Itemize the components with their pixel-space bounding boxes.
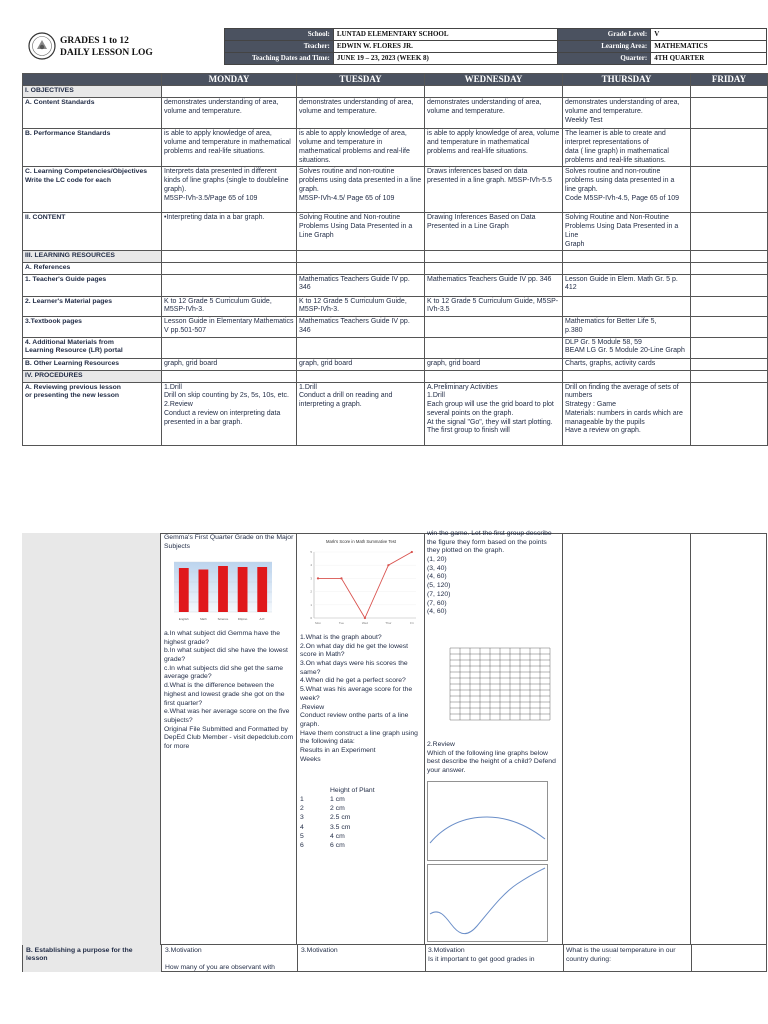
row-cell-tuesday: Mathematics Teachers Guide IV pp. 346	[297, 274, 425, 296]
info-label: Teaching Dates and Time:	[225, 53, 334, 65]
row-cell-wednesday: Draws inferences based on data presented in a line graph. M5SP-IVh-5.5	[425, 167, 563, 213]
bar	[218, 566, 228, 612]
y-tick-label: 3	[310, 576, 312, 581]
x-tick-label: Thur	[385, 621, 392, 625]
data-point	[364, 617, 366, 619]
row-cell-thursday	[563, 370, 691, 382]
row-cell-monday: is able to apply knowledge of area, volume and temperature in mathematical problems and real-life situations.	[162, 129, 297, 167]
plant-table-row	[300, 814, 420, 823]
school-info-table	[224, 28, 767, 65]
row-cell-friday	[691, 86, 768, 98]
plant-table-row	[300, 805, 420, 814]
y-tick-label: 4	[310, 563, 312, 568]
corner-cell	[23, 74, 162, 86]
row-cell-friday	[691, 129, 768, 167]
row-cell-friday	[691, 358, 768, 370]
row-cell-tuesday: K to 12 Grade 5 Curriculum Guide, M5SP-IVh-3.	[297, 296, 425, 317]
purpose-monday: 3.Motivation How many of you are observant with	[165, 947, 275, 972]
wednesday-continued-text: win the game. Let the first group describe the figure they form based on the points they plotted on the graph. (1, 20) (3, 40) (4, 60) (5, 120) (7, 120) (7, 60) (4, 60)	[427, 530, 552, 616]
info-value: JUNE 19 – 23, 2023 (WEEK 8)	[333, 53, 558, 65]
bar	[238, 567, 248, 612]
row-cell-wednesday	[425, 251, 563, 263]
row-cell-monday: Lesson Guide in Elementary Mathematics V pp.501-507	[162, 317, 297, 338]
row-cell-friday	[691, 263, 768, 274]
day-header-monday: MONDAY	[162, 74, 297, 86]
info-row	[225, 41, 767, 53]
day-header-thursday: THURSDAY	[563, 74, 691, 86]
row-cell-wednesday: graph, grid board	[425, 358, 563, 370]
info-label: Quarter:	[558, 53, 651, 65]
info-row	[225, 29, 767, 41]
plant-height: 2 cm	[330, 805, 345, 813]
row-cell-friday	[691, 382, 768, 445]
row-cell-thursday	[563, 251, 691, 263]
row-label: I. OBJECTIVES	[23, 86, 162, 98]
tuesday-questions: 1.What is the graph about? 2.On what day did he get the lowest score in Math? 3.On what days were his scores the same? 4.When did he get a perfect score? 5.What was his average score for the week? .Review Conduct review onthe parts of a line graph. Have them construct a line graph using the following data: Results in an Experiment Weeks	[300, 634, 418, 763]
row-cell-friday	[691, 317, 768, 338]
lesson-log-page-1	[0, 0, 768, 485]
row-label: II. CONTENT	[23, 213, 162, 251]
row-cell-thursday: demonstrates understanding of area, volume and temperature. Weekly Test	[563, 98, 691, 129]
row-cell-monday	[162, 251, 297, 263]
plant-height: 4 cm	[330, 832, 345, 840]
info-value: 4TH QUARTER	[651, 53, 767, 65]
row-cell-monday: graph, grid board	[162, 358, 297, 370]
info-row	[225, 53, 767, 65]
x-tick-label: Tue	[338, 621, 344, 625]
lesson-log-page-2	[0, 528, 768, 988]
row-label: B. Performance Standards	[23, 129, 162, 167]
info-value: MATHEMATICS	[651, 41, 767, 53]
document-header	[22, 28, 767, 64]
lesson-row	[23, 251, 768, 263]
day-header-friday: FRIDAY	[691, 74, 768, 86]
row-label: IV. PROCEDURES	[23, 370, 162, 382]
x-tick-label: Filipino	[237, 617, 248, 621]
growth-graph-option-b	[427, 864, 548, 942]
info-value: V	[651, 29, 767, 41]
purpose-thursday: What is the usual temperature in our country during:	[566, 947, 676, 963]
row-cell-friday	[691, 98, 768, 129]
lesson-row	[23, 167, 768, 213]
y-tick-label: 1	[310, 602, 312, 607]
row-cell-thursday: The learner is able to create and interpret representations of data ( line graph) in mathematical problems and real-life situations.	[563, 129, 691, 167]
row-cell-wednesday	[425, 86, 563, 98]
data-point	[411, 551, 413, 553]
lesson-row	[23, 337, 768, 358]
x-tick-label: A.P.	[259, 617, 265, 621]
row-cell-tuesday	[297, 251, 425, 263]
wednesday-review: 2.Review Which of the following line graphs below best describe the height of a child? Defend your answer.	[427, 741, 556, 775]
purpose-tuesday: 3.Motivation	[301, 947, 338, 954]
purpose-label: B. Establishing a purpose for the lesson	[23, 945, 162, 972]
row-cell-tuesday: graph, grid board	[297, 358, 425, 370]
procedure-label-column	[22, 533, 161, 945]
wednesday-grid-board	[428, 646, 556, 732]
info-value: LUNTAD ELEMENTARY SCHOOL	[333, 29, 558, 41]
deped-seal-icon	[28, 32, 56, 60]
row-cell-friday	[691, 370, 768, 382]
row-cell-friday	[691, 274, 768, 296]
bar	[179, 568, 189, 612]
row-cell-friday	[691, 167, 768, 213]
data-point	[387, 564, 389, 566]
plant-height: 3.5 cm	[330, 823, 351, 831]
lesson-row	[23, 263, 768, 274]
row-cell-tuesday: Solving Routine and Non-routine Problems Using Data Presented in a Line Graph	[297, 213, 425, 251]
row-cell-wednesday: Drawing Inferences Based on Data Presented in a Line Graph	[425, 213, 563, 251]
y-tick-label: 5	[310, 550, 312, 554]
plant-week: 1	[300, 796, 304, 803]
info-label: Learning Area:	[558, 41, 651, 53]
row-label: 1. Teacher's Guide pages	[23, 274, 162, 296]
lesson-row	[23, 382, 768, 445]
row-cell-wednesday: demonstrates understanding of area, volume and temperature.	[425, 98, 563, 129]
row-cell-thursday: Mathematics for Better Life 5, p.380	[563, 317, 691, 338]
x-tick-label: Science	[217, 617, 229, 621]
row-cell-tuesday	[297, 86, 425, 98]
row-cell-tuesday	[297, 337, 425, 358]
line-chart-title: Mark's Score in Math Summative Test	[325, 539, 397, 544]
row-cell-tuesday: demonstrates understanding of area, volume and temperature.	[297, 98, 425, 129]
row-cell-friday	[691, 213, 768, 251]
row-cell-thursday: Lesson Guide in Elem. Math Gr. 5 p. 412	[563, 274, 691, 296]
data-point	[340, 577, 342, 579]
plant-week: 2	[300, 805, 304, 813]
plant-table-row	[300, 842, 420, 851]
plant-table-row	[300, 796, 420, 805]
row-label: III. LEARNING RESOURCES	[23, 251, 162, 263]
y-tick-label: 2	[310, 589, 312, 594]
growth-graph-option-a	[427, 781, 548, 861]
row-cell-thursday: DLP Gr. 5 Module 58, 59 BEAM LG Gr. 5 Module 20-Line Graph	[563, 337, 691, 358]
plant-height: 6 cm	[330, 841, 345, 849]
row-cell-tuesday	[297, 263, 425, 274]
row-cell-monday	[162, 337, 297, 358]
lesson-log-table	[22, 73, 768, 446]
lesson-row	[23, 86, 768, 98]
plant-week: 3	[300, 814, 304, 822]
day-header-wednesday: WEDNESDAY	[425, 74, 563, 86]
row-cell-friday	[691, 296, 768, 317]
x-tick-label: Fri	[410, 621, 414, 625]
lesson-row	[23, 370, 768, 382]
row-cell-thursday: Drill on finding the average of sets of numbers Strategy : Game Materials: numbers in cards which are manageable by the pupils Have a review on graph.	[563, 382, 691, 445]
x-tick-label: Math	[200, 617, 207, 621]
plant-week: 5	[300, 832, 304, 840]
lesson-row	[23, 274, 768, 296]
purpose-row	[22, 945, 767, 972]
row-cell-monday	[162, 263, 297, 274]
row-label: C. Learning Competencies/Objectives Write the LC code for each	[23, 167, 162, 213]
row-label: 4. Additional Materials from Learning Resource (LR) portal	[23, 337, 162, 358]
info-label: School:	[225, 29, 334, 41]
row-cell-thursday	[563, 296, 691, 317]
row-cell-wednesday	[425, 317, 563, 338]
lesson-row	[23, 213, 768, 251]
row-cell-tuesday: is able to apply knowledge of area, volume and temperature in mathematical problems and real-life situations.	[297, 129, 425, 167]
row-cell-wednesday	[425, 263, 563, 274]
row-cell-monday: K to 12 Grade 5 Curriculum Guide, M5SP-IVh-3.	[162, 296, 297, 317]
plant-week: 6	[300, 841, 304, 849]
x-tick-label: Wed	[361, 621, 368, 625]
row-cell-monday	[162, 86, 297, 98]
monday-chart-title: Gemma's First Quarter Grade on the Major Subjects	[164, 534, 294, 550]
bar	[199, 570, 209, 613]
x-tick-label: English	[178, 617, 189, 621]
lesson-row	[23, 317, 768, 338]
row-cell-monday: •Interpreting data in a bar graph.	[162, 213, 297, 251]
row-cell-monday: demonstrates understanding of area, volume and temperature.	[162, 98, 297, 129]
row-cell-tuesday: Mathematics Teachers Guide IV pp. 346	[297, 317, 425, 338]
row-cell-thursday: Charts, graphs, activity cards	[563, 358, 691, 370]
row-cell-wednesday	[425, 337, 563, 358]
row-cell-tuesday: 1.Drill Conduct a drill on reading and interpreting a graph.	[297, 382, 425, 445]
row-cell-thursday	[563, 263, 691, 274]
row-cell-wednesday: A.Preliminary Activities 1.Drill Each group will use the grid board to plot several points on the graph. At the signal "Go", they will start plotting. The first group to finish will	[425, 382, 563, 445]
plant-table-row	[300, 824, 420, 833]
row-cell-wednesday	[425, 370, 563, 382]
monday-questions: a.In what subject did Gemma have the highest grade? b.In what subject did she have the lowest grade? c.In what subjects did she get the same average grade? d.What is the difference between the highest and lowest grade she got on the first quarter? e.What was her average score on the five subjects? Original File Submitted and Formatted by DepEd Club Member - visit depedclub.com for more	[164, 630, 294, 750]
purpose-wednesday: 3.Motivation Is it important to get good grades in	[428, 947, 535, 963]
row-label: B. Other Learning Resources	[23, 358, 162, 370]
chart-background	[300, 534, 422, 632]
row-cell-friday	[691, 251, 768, 263]
x-tick-label: Mon	[315, 621, 321, 625]
bar	[257, 567, 267, 612]
row-cell-tuesday: Solves routine and non-routine problems using data presented in a line graph. M5SP-IVh-4.5/ Page 65 of 109	[297, 167, 425, 213]
row-label: A. References	[23, 263, 162, 274]
brand-line-1: GRADES 1 to 12	[60, 36, 129, 46]
row-cell-monday: 1.Drill Drill on skip counting by 2s, 5s, 10s, etc. 2.Review Conduct a review on interpreting data presented in a bar graph.	[162, 382, 297, 445]
row-cell-tuesday	[297, 370, 425, 382]
info-value: EDWIN W. FLORES JR.	[333, 41, 558, 53]
lesson-row	[23, 98, 768, 129]
row-cell-wednesday: is able to apply knowledge of area, volume and temperature in mathematical problems and real-life situations.	[425, 129, 563, 167]
brand-title	[60, 36, 153, 60]
lesson-row	[23, 296, 768, 317]
info-label: Grade Level:	[558, 29, 651, 41]
day-header-tuesday: TUESDAY	[297, 74, 425, 86]
row-cell-friday	[691, 337, 768, 358]
lesson-row	[23, 129, 768, 167]
row-cell-monday	[162, 370, 297, 382]
brand-line-2: DAILY LESSON LOG	[60, 47, 153, 58]
row-label: A. Content Standards	[23, 98, 162, 129]
plant-week: 4	[300, 823, 304, 831]
plant-height: 1 cm	[330, 796, 345, 803]
row-cell-wednesday: K to 12 Grade 5 Curriculum Guide, M5SP-IVh-3.5	[425, 296, 563, 317]
row-label: 2. Learner's Material pages	[23, 296, 162, 317]
row-cell-thursday: Solves routine and non-routine problems using data presented in a line graph. Code M5SP-IVh-4.5, Page 65 of 109	[563, 167, 691, 213]
lesson-row	[23, 358, 768, 370]
grid-background	[428, 646, 556, 732]
row-cell-thursday	[563, 86, 691, 98]
row-label: 3.Textbook pages	[23, 317, 162, 338]
tuesday-line-chart	[300, 534, 422, 632]
row-cell-monday	[162, 274, 297, 296]
day-header-row	[23, 74, 768, 86]
plant-table-header: Height of Plant	[330, 787, 375, 794]
y-tick-label: 0	[310, 616, 312, 620]
data-point	[317, 577, 319, 579]
row-cell-monday: Interprets data presented in different kinds of line graphs (single to doubleline graph). M5SP-IVh-3.5/Page 65 of 109	[162, 167, 297, 213]
info-label: Teacher:	[225, 41, 334, 53]
plant-height-table	[300, 796, 420, 851]
monday-bar-chart	[164, 558, 276, 624]
plant-table-row	[300, 833, 420, 842]
plant-height: 2.5 cm	[330, 814, 351, 822]
row-label: A. Reviewing previous lesson or presenting the new lesson	[23, 382, 162, 445]
row-cell-thursday: Solving Routine and Non-Routine Problems Using Data Presented in a Line Graph	[563, 213, 691, 251]
row-cell-wednesday: Mathematics Teachers Guide IV pp. 346	[425, 274, 563, 296]
